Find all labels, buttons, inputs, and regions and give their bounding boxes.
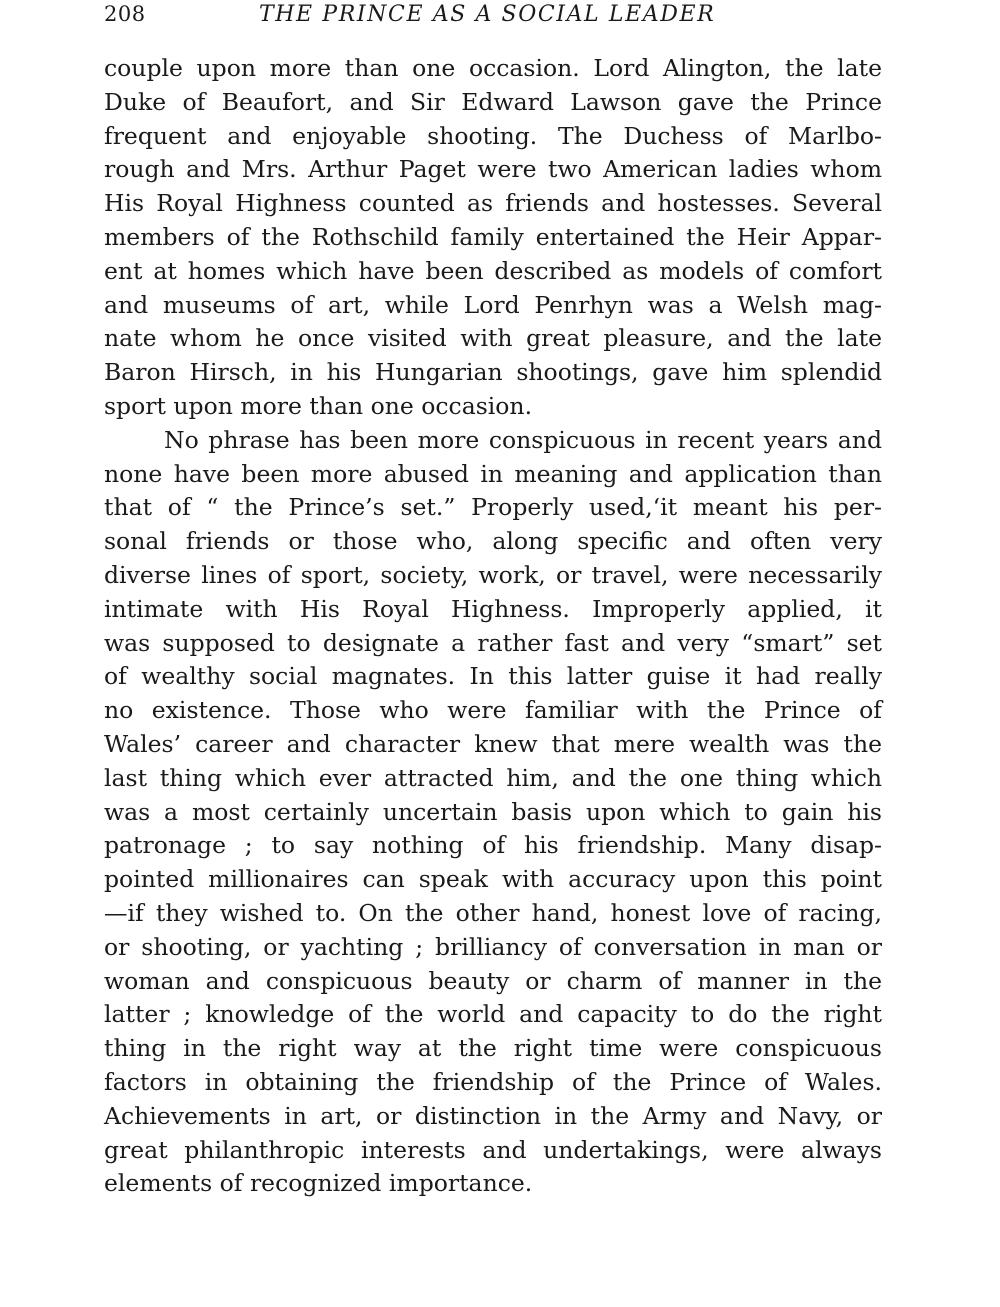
running-head [104,2,884,34]
text-line: latter ; knowledge of the world and capacity to do the right [104,1000,882,1029]
text-line: His Royal Highness counted as friends and hostesses. Several [104,189,882,218]
text-line: Baron Hirsch, in his Hungarian shootings, gave him splendid [104,358,882,387]
text-line: sport upon more than one occasion. [104,391,533,420]
text-line: couple upon more than one occasion. Lord Alington, the late [104,54,882,82]
text-line: members of the Rothschild family entertained the Heir Appar- [104,222,882,251]
paragraph-1 [104,52,882,424]
text-line: pointed millionaires can speak with accuracy upon this point [104,865,882,894]
text-line: great philanthropic interests and undertakings, were always [104,1135,882,1164]
text-line: nate whom he once visited with great pleasure, and the late [104,324,882,353]
text-line: Duke of Beaufort, and Sir Edward Lawson gave the Prince [104,87,882,116]
text-line: thing in the right way at the right time were conspicuous [104,1034,882,1063]
text-line: elements of recognized importance. [104,1169,533,1198]
running-title: THE PRINCE AS A SOCIAL LEADER [259,2,716,27]
text-line: and museums of art, while Lord Penrhyn was a Welsh mag- [104,290,882,319]
paragraph-2 [104,424,882,1201]
text-line: last thing which ever attracted him, and the one thing which [104,763,882,792]
text-line: no existence. Those who were familiar with the Prince of [104,696,882,725]
text-line: ent at homes which have been described as models of comfort [104,256,882,285]
text-line: Achievements in art, or distinction in the Army and Navy, or [104,1101,882,1130]
page-number: 208 [104,2,146,26]
text-line: —if they wished to. On the other hand, honest love of racing, [104,898,882,927]
text-line: factors in obtaining the friendship of the Prince of Wales. [104,1067,882,1096]
text-line: sonal friends or those who, along specific and often very [104,527,882,556]
text-line: intimate with His Royal Highness. Improperly applied, it [104,594,882,623]
text-line: diverse lines of sport, society, work, or travel, were necessarily [104,560,882,589]
text-line: Wales’ career and character knew that mere wealth was the [104,729,882,758]
text-line: rough and Mrs. Arthur Paget were two American ladies whom [104,155,882,184]
text-line: woman and conspicuous beauty or charm of manner in the [104,966,882,995]
text-line: frequent and enjoyable shooting. The Duchess of Marlbo- [104,121,882,150]
text-line: patronage ; to say nothing of his friendship. Many disap- [104,831,882,860]
text-line: of wealthy social magnates. In this latter guise it had really [104,662,882,691]
text-line: that of “ the Prince’s set.” Properly used,‘it meant his per- [104,493,882,522]
text-line: No phrase has been more conspicuous in recent years and [164,425,882,454]
text-line: was a most certainly uncertain basis upon which to gain his [104,797,882,826]
text-line: or shooting, or yachting ; brilliancy of conversation in man or [104,932,882,961]
text-line: none have been more abused in meaning and application than [104,459,882,488]
body-text [104,52,882,1201]
text-line: was supposed to designate a rather fast and very “smart” set [104,628,882,657]
